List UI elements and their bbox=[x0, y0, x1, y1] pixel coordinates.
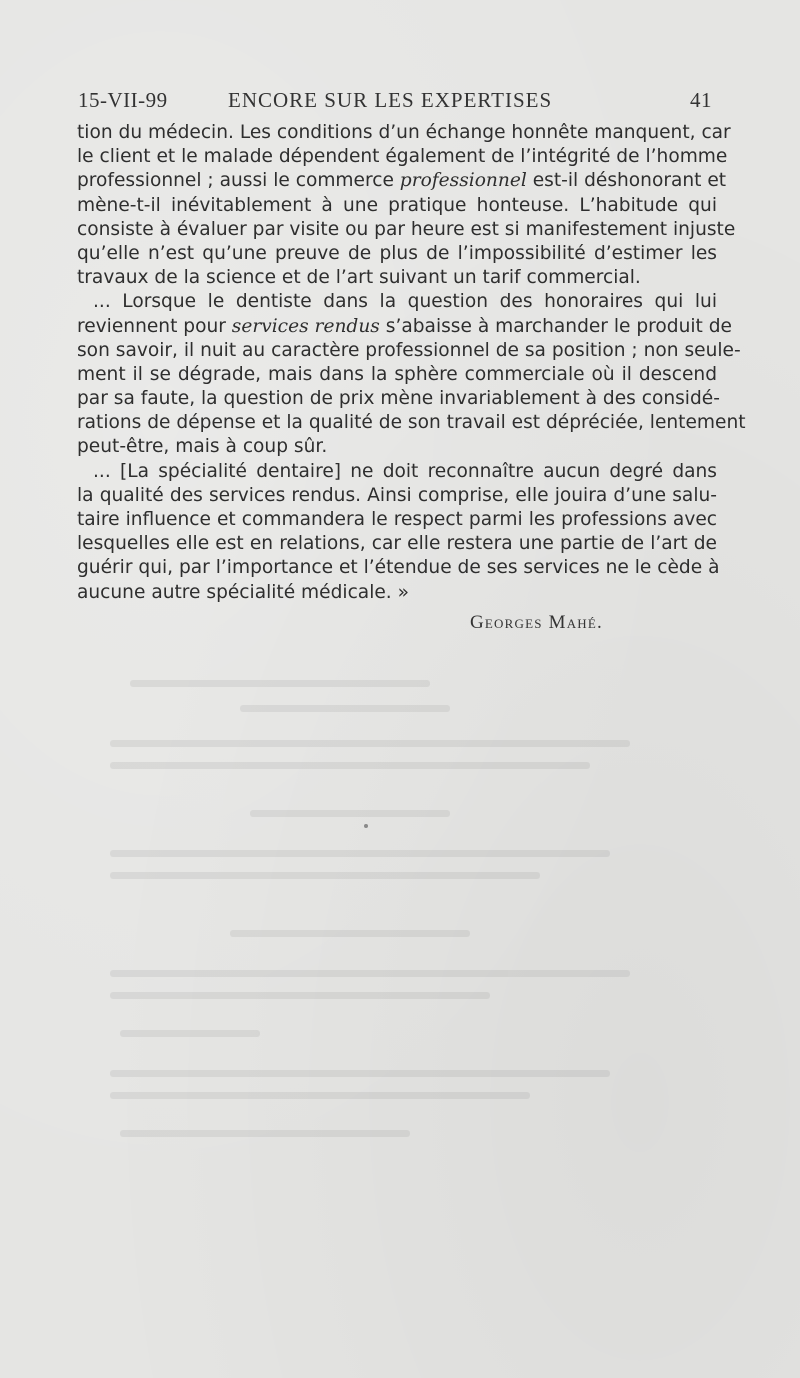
author-signature: Georges Mahé. bbox=[470, 612, 603, 633]
text-line: travaux de la science et de l’art suivant un tarif commercial. bbox=[77, 267, 641, 289]
paper-speck bbox=[364, 824, 368, 828]
text-line: par sa faute, la question de prix mène invariablement à des considé- bbox=[77, 388, 720, 410]
text-line: taire influence et commandera le respect parmi les professions avec bbox=[77, 509, 717, 530]
text-line: rations de dépense et la qualité de son travail est dépréciée, lentement bbox=[77, 412, 746, 434]
text-line: peut-être, mais à coup sûr. bbox=[77, 436, 328, 458]
text-line: qu’elle n’est qu’une preuve de plus de l’impossibilité d’estimer les bbox=[77, 242, 717, 264]
text-line bbox=[77, 315, 732, 339]
page-number: 41 bbox=[690, 88, 712, 112]
text-line: lesquelles elle est en relations, car elle restera une partie de l’art de bbox=[77, 533, 717, 555]
paragraph-3 bbox=[77, 460, 720, 605]
running-head bbox=[78, 88, 712, 116]
text-segment: professionnel ; aussi le commerce bbox=[77, 170, 400, 192]
running-title: ENCORE SUR LES EXPERTISES bbox=[228, 88, 553, 112]
text-line: ... [La spécialité dentaire] ne doit reconnaître aucun degré dans bbox=[93, 460, 717, 482]
text-line: guérir qui, par l’importance et l’étendue de ses services ne le cède à bbox=[77, 557, 720, 579]
text-segment: reviennent pour bbox=[77, 315, 232, 337]
text-segment: est-il déshonorant et bbox=[526, 170, 727, 192]
text-segment: s’abaisse à marchander le produit de bbox=[379, 315, 732, 337]
bleed-through-texture bbox=[90, 660, 710, 1200]
text-line: la qualité des services rendus. Ainsi comprise, elle jouira d’une salu- bbox=[77, 484, 717, 506]
paragraph-1 bbox=[77, 121, 736, 290]
text-line: le client et le malade dépendent également de l’intégrité de l’homme bbox=[77, 146, 728, 168]
text-line: mène-t-il inévitablement à une pratique honteuse. L’habitude qui bbox=[77, 194, 717, 216]
text-line bbox=[77, 169, 727, 193]
italic-term: services rendus bbox=[231, 315, 380, 337]
text-line: ment il se dégrade, mais dans la sphère commerciale où il descend bbox=[77, 363, 717, 385]
text-line: ... Lorsque le dentiste dans la question des honoraires qui lui bbox=[93, 291, 717, 313]
body-text bbox=[77, 121, 746, 605]
text-line: son savoir, il nuit au caractère professionnel de sa position ; non seule- bbox=[77, 339, 741, 361]
text-line: aucune autre spécialité médicale. » bbox=[77, 581, 409, 603]
italic-term: professionnel bbox=[399, 170, 527, 192]
text-line: consiste à évaluer par visite ou par heure est si manifestement injuste bbox=[77, 218, 736, 240]
issue-date: 15-VII-99 bbox=[78, 88, 168, 112]
paragraph-2 bbox=[77, 290, 746, 459]
text-line: tion du médecin. Les conditions d’un échange honnête manquent, car bbox=[77, 122, 731, 143]
